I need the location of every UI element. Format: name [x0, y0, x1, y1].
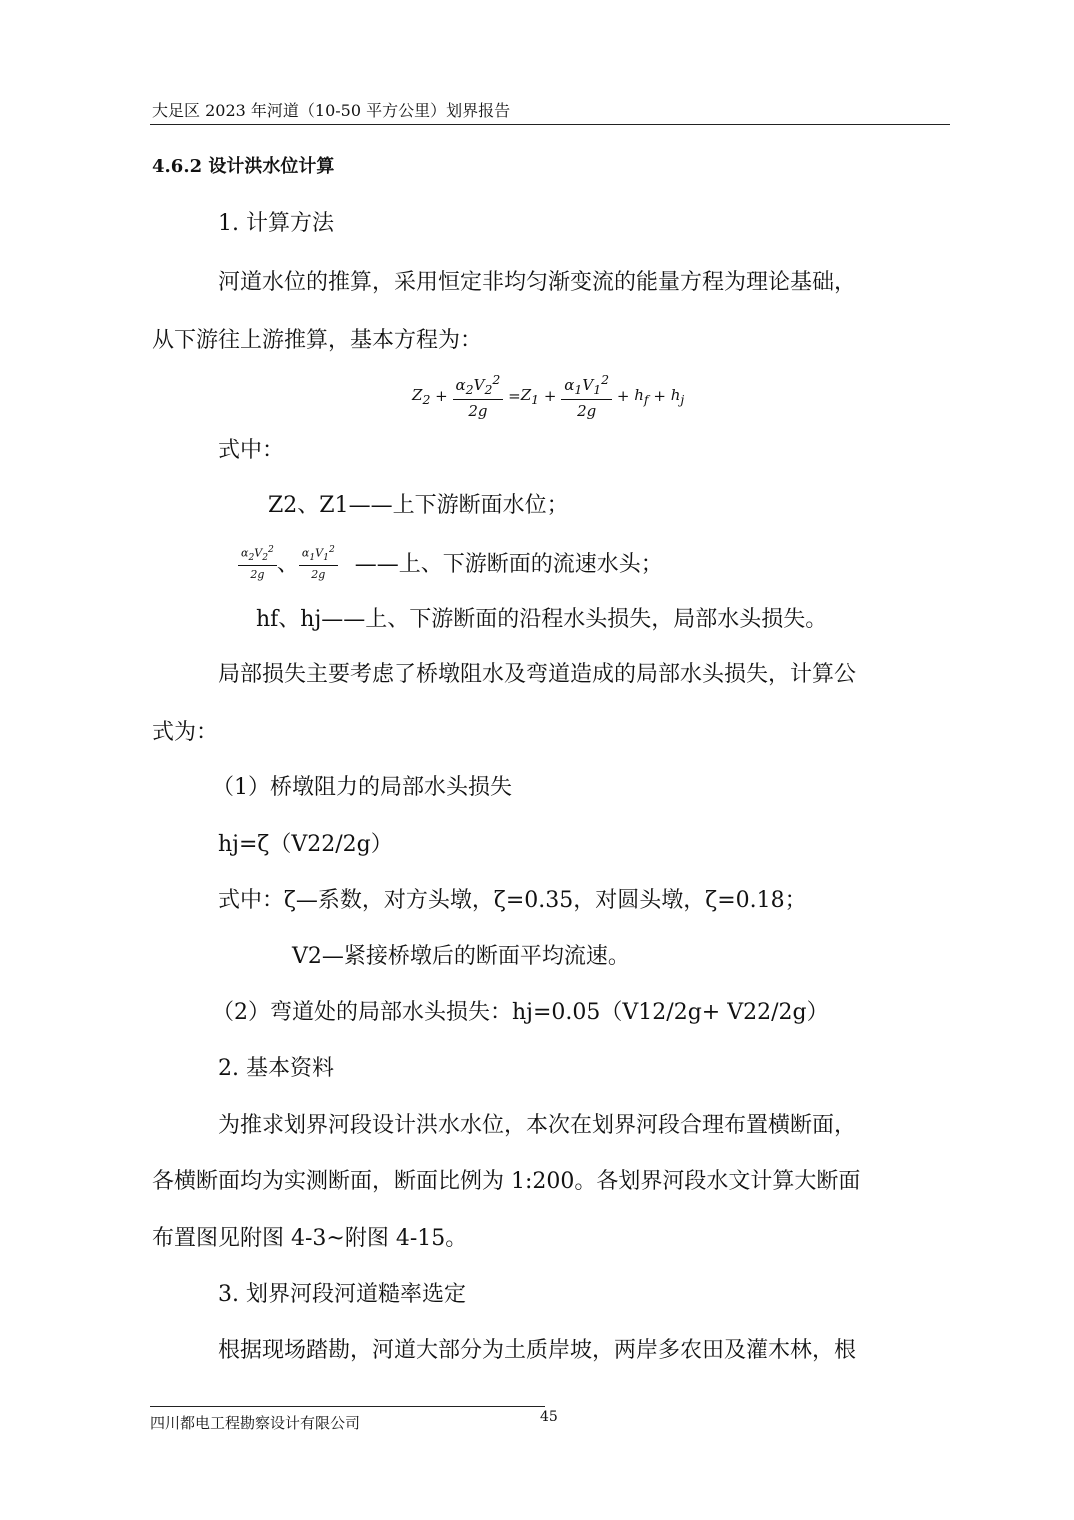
- eq-alpha-2: α: [455, 376, 466, 394]
- eq-velocity-head-2: [453, 372, 504, 420]
- sf1-sq: 2: [328, 544, 335, 555]
- paragraph-1-line-2: 从下游往上游推算，基本方程为：: [152, 328, 483, 353]
- eq-hf-sub: f: [643, 391, 649, 407]
- bend-loss: （2）弯道处的局部水头损失：hj=0.05（V12/2g+ V22/2g）: [212, 1000, 829, 1025]
- eq-hf: h: [634, 385, 644, 404]
- sf1-alpha-sub: 1: [309, 551, 316, 563]
- sf2-den: 2g: [250, 567, 265, 581]
- section-title: 4.6.2 设计洪水位计算: [152, 156, 335, 177]
- sf2-sq: 2: [268, 544, 274, 555]
- paragraph-3-line-2: 各横断面均为实测断面，断面比例为 1:200。各划界河段水文计算大断面: [152, 1169, 861, 1194]
- sf1-den: 2g: [311, 567, 326, 581]
- eq-v-1-sub: 1: [593, 382, 602, 397]
- footer-company: 四川都电工程勘察设计有限公司: [150, 1414, 361, 1432]
- sf1-v: V: [315, 546, 324, 560]
- definition-z: Z2、Z1——上下游断面水位；: [268, 493, 569, 518]
- small-frac-1: [299, 544, 338, 581]
- eq-alpha-1: α: [564, 376, 575, 394]
- method-heading: 1. 计算方法: [218, 211, 334, 236]
- eq-den-2: 2g: [468, 402, 488, 420]
- eq-den-1: 2g: [577, 402, 597, 420]
- roughness-heading: 3. 划界河段河道糙率选定: [218, 1282, 466, 1307]
- paragraph-2-line-1: 局部损失主要考虑了桥墩阻水及弯道造成的局部水头损失，计算公: [218, 662, 857, 687]
- paragraph-3-line-1: 为推求划界河段设计洪水水位，本次在划界河段合理布置横断面，: [218, 1113, 857, 1138]
- sf1-v-sub: 1: [323, 551, 329, 563]
- sf2-v: V: [254, 546, 263, 560]
- def-v-text: ——上、下游断面的流速水头；: [354, 551, 663, 577]
- eq-plus-4: +: [653, 387, 666, 405]
- footer-divider: [150, 1406, 545, 1407]
- eq-plus-3: +: [616, 387, 630, 405]
- eq-v-1-sq: 2: [601, 372, 610, 387]
- sf2-v-sub: 2: [262, 551, 269, 563]
- header-divider: [150, 124, 950, 125]
- sf1-alpha: α: [301, 546, 310, 560]
- basics-heading: 2. 基本资料: [218, 1056, 334, 1081]
- eq-v-2: V: [473, 376, 485, 394]
- eq-plus-1: +: [435, 387, 448, 405]
- pier-v2-definition: V2—紧接桥墩后的断面平均流速。: [292, 944, 630, 969]
- paragraph-4-line-1: 根据现场踏勘，河道大部分为土质岸坡，两岸多农田及灌木林，根: [218, 1338, 857, 1363]
- pier-heading: （1）桥墩阻力的局部水头损失: [212, 775, 512, 800]
- definition-h: hf、hj——上、下游断面的沿程水头损失，局部水头损失。: [256, 607, 828, 632]
- eq-velocity-head-1: [561, 372, 612, 420]
- definition-velocity-head: [238, 544, 663, 581]
- eq-hj-sub: j: [680, 391, 685, 407]
- paragraph-3-line-3: 布置图见附图 4-3~附图 4-15。: [152, 1226, 468, 1251]
- page-header: 大足区 2023 年河道（10-50 平方公里）划界报告: [152, 101, 511, 120]
- eq-equals: =: [508, 387, 521, 405]
- eq-v-2-sq: 2: [492, 372, 501, 387]
- eq-v-2-sub: 2: [484, 382, 493, 397]
- eq-z1-sub: 1: [531, 391, 540, 407]
- eq-plus-2: +: [543, 387, 557, 405]
- pier-formula: hj=ζ（V22/2g）: [218, 832, 393, 857]
- paragraph-1-line-1: 河道水位的推算，采用恒定非均匀渐变流的能量方程为理论基础，: [218, 270, 857, 295]
- energy-equation: [412, 372, 684, 420]
- sf2-alpha: α: [241, 546, 249, 560]
- eq-z1: Z: [520, 385, 532, 404]
- sf2-alpha-sub: 2: [248, 551, 255, 563]
- eq-alpha-1-sub: 1: [574, 382, 583, 397]
- where-label: 式中：: [218, 438, 285, 463]
- pier-where: 式中：ζ—系数，对方头墩，ζ=0.35，对圆头墩，ζ=0.18；: [218, 888, 807, 913]
- small-frac-2: [238, 544, 277, 581]
- eq-z2-sub: 2: [422, 391, 431, 407]
- page-number: 45: [540, 1409, 558, 1425]
- def-v-separator: 、: [276, 551, 299, 577]
- eq-v-1: V: [582, 376, 594, 394]
- eq-hj: h: [670, 385, 681, 404]
- eq-alpha-2-sub: 2: [465, 382, 474, 397]
- paragraph-2-line-2: 式为：: [152, 720, 219, 745]
- eq-z2: Z: [412, 385, 423, 404]
